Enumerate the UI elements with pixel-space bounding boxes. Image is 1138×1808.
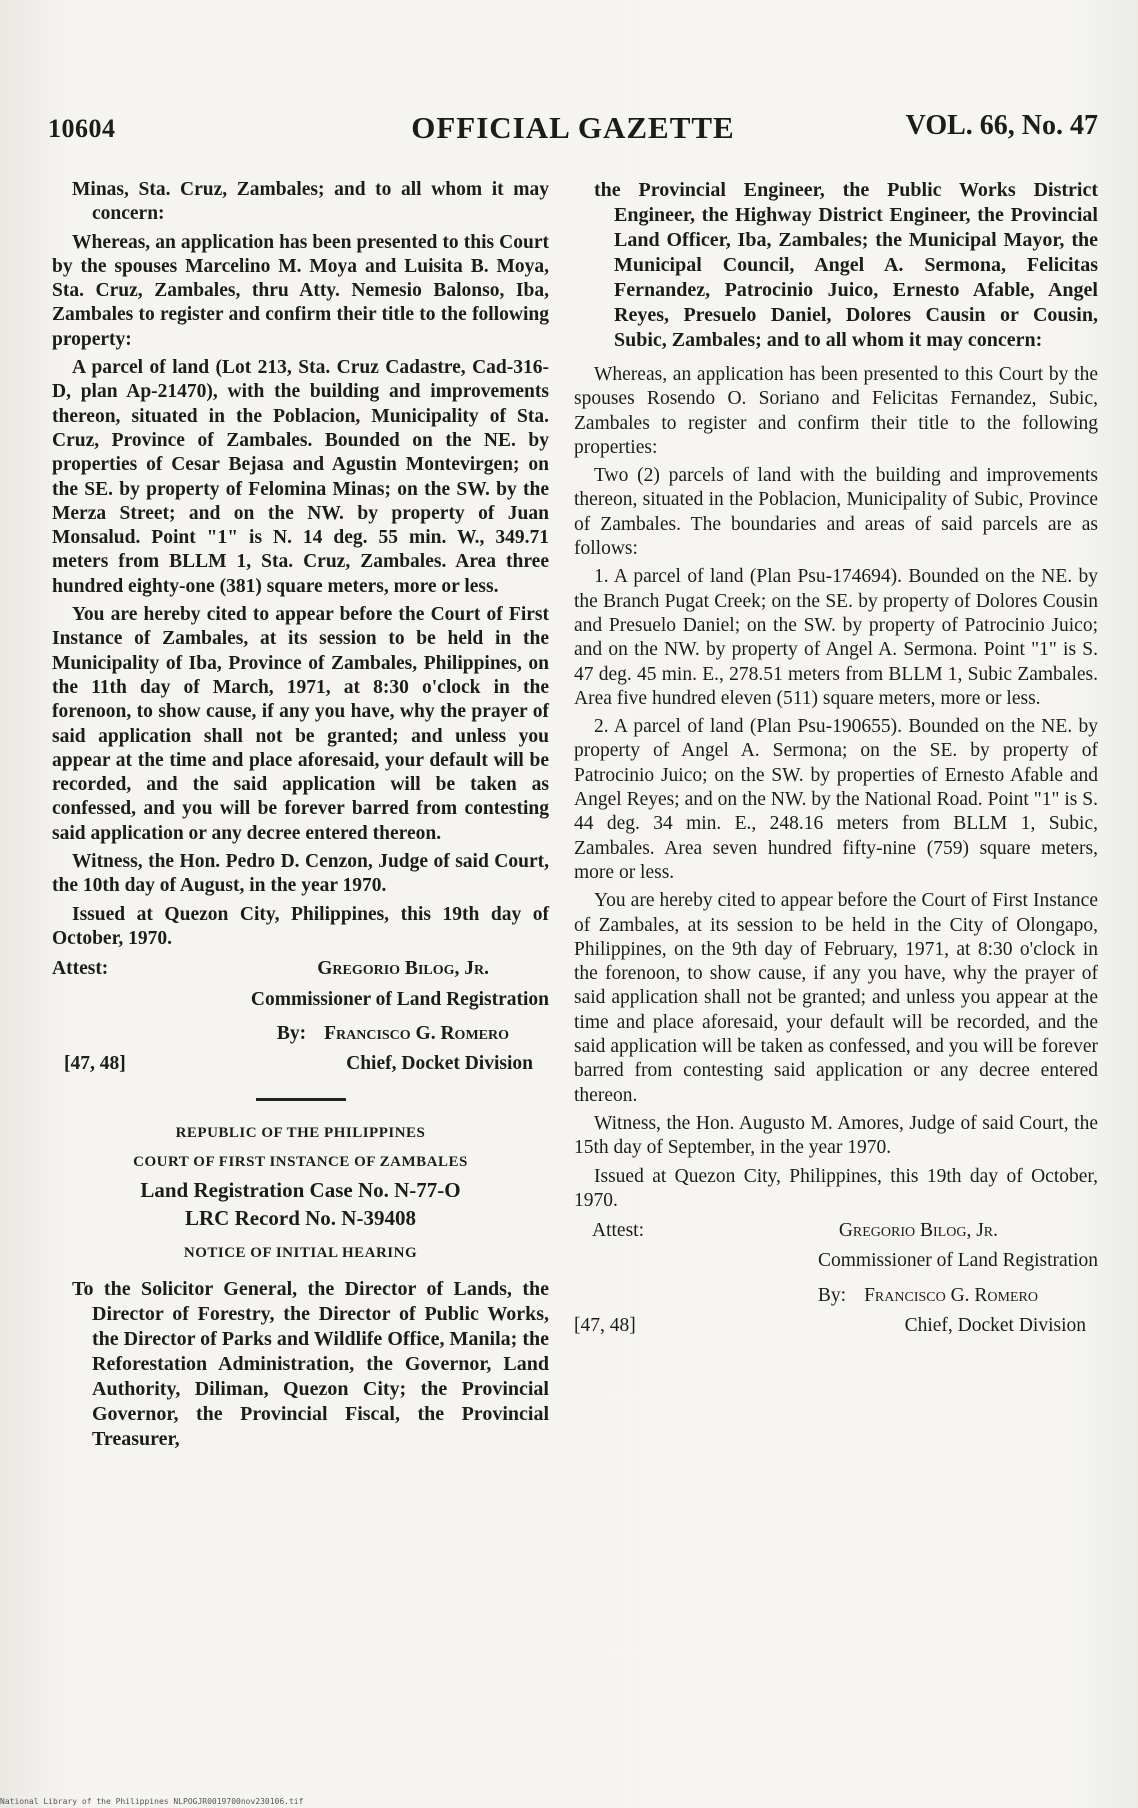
scan-footer: National Library of the Philippines NLPOGJR0019700nov230106.tif (0, 1797, 304, 1806)
chief-name: Francisco G. Romero (864, 1284, 1038, 1306)
parcel-2: 2. A parcel of land (Plan Psu-190655). Bounded on the NE. by property of Angel A. Sermona; on the SE. by property of Patrocinio Juico; on the SW. by properties of Ernesto Afable and Angel Reyes; and on the NW. by the National Road. Point "1" is S. 44 deg. 34 min. E., 248.16 meters from BLLM 1, Subic, Zambales. Area seven hundred fifty-nine (759) square meters, more or less. (574, 716, 1098, 883)
page-header (48, 110, 1098, 160)
publication-title: OFFICIAL GAZETTE (411, 110, 735, 145)
commissioner-title: Commissioner of Land Registration (250, 988, 549, 1010)
signature-block (574, 1219, 1098, 1338)
court-heading: COURT OF FIRST INSTANCE OF ZAMBALES (133, 1153, 468, 1170)
paragraph: Issued at Quezon City, Philippines, this 19th day of October, 1970. (52, 903, 549, 949)
attest-label: Attest: (592, 1220, 644, 1242)
by-label: By: (276, 1022, 307, 1044)
attest-label: Attest: (52, 958, 109, 980)
chief-title: Chief, Docket Division (904, 1314, 1086, 1336)
case-number: Land Registration Case No. N-77-O (140, 1177, 461, 1202)
signature-block (52, 957, 549, 1076)
by-label: By: (817, 1284, 847, 1306)
volume-number: VOL. 66, No. 47 (905, 110, 1098, 141)
lrc-record-number: LRC Record No. N-39408 (185, 1206, 416, 1231)
addressees-continued: the Provincial Engineer, the Public Works District Engineer, the Highway District Engineer, the Provincial Land Officer, Iba, Zambales; the Municipal Mayor, the Municipal Council, Angel A. Sermona, Felicitas Fernandez, Patrocinio Juico, Ernesto Afable, Angel Reyes, Presuelo Daniel, Dolores Causin or Cousin, Subic, Zambales; and to all whom it may concern: (594, 179, 1098, 351)
commissioner-title: Commissioner of Land Registration (817, 1250, 1098, 1272)
paragraph: You are hereby cited to appear before the Court of First Instance of Zambales, at its session to be held in the Municipality of Iba, Province of Zambales, Philippines, on the 11th day of March, 1971, at 8:30 o'clock in the forenoon, to show cause, if any you have, why the prayer of said application shall not be granted; and unless you appear at the time and place aforesaid, your default will be recorded, and the said application will be taken as confessed, and you will be forever barred from contesting said application or any decree entered thereon. (52, 604, 549, 844)
paragraph: Whereas, an application has been presented to this Court by the spouses Marcelino M. Moya and Luisita B. Moya, Sta. Cruz, Zambales, thru Atty. Nemesio Balonso, Iba, Zambales to register and confirm their title to the following property: (52, 231, 549, 350)
paragraph: Two (2) parcels of land with the building and improvements thereon, situated in the Poblacion, Municipality of Subic, Province of Zambales. The boundaries and areas of said parcels are as follows: (574, 465, 1098, 560)
paragraph: Witness, the Hon. Augusto M. Amores, Judge of said Court, the 15th day of September, in the year 1970. (574, 1112, 1098, 1159)
paragraph: Whereas, an application has been presented to this Court by the spouses Rosendo O. Soriano and Felicitas Fernandez, Subic, Zambales to register and confirm their title to the following properties: (574, 364, 1098, 458)
reference-number: [47, 48] (64, 1053, 126, 1075)
commissioner-name: Gregorio Bilog, Jr. (317, 958, 489, 980)
reference-number: [47, 48] (574, 1314, 636, 1336)
left-column (52, 178, 549, 1456)
chief-title: Chief, Docket Division (346, 1053, 533, 1075)
notice-heading: NOTICE OF INITIAL HEARING (183, 1244, 418, 1261)
intro-text: Minas, Sta. Cruz, Zambales; and to all whom it may concern: (72, 179, 549, 225)
parcel-1: 1. A parcel of land (Plan Psu-174694). Bounded on the NE. by the Branch Pugat Creek; on the SE. by property of Dolores Cousin and Presuelo Daniel; on the SW. by property of Patrocinio Juico; and on the NW. by property of Angel A. Sermona. Point "1" is S. 47 deg. 45 min. E., 278.51 meters from BLLM 1, Subic Zambales. Area five hundred eleven (511) square meters, more or less. (574, 566, 1098, 709)
page-number: 10604 (48, 114, 116, 143)
section-divider (256, 1098, 346, 1101)
addressees-text: To the Solicitor General, the Director of Lands, the Director of Forestry, the Director of Public Works, the Director of Parks and Wildlife Office, Manila; the Reforestation Administration, the Governor, Land Authority, Diliman, Quezon City; the Provincial Governor, the Provincial Fiscal, the Provincial Treasurer, (72, 1277, 549, 1450)
paragraph: A parcel of land (Lot 213, Sta. Cruz Cadastre, Cad-316-D, plan Ap-21470), with the building and improvements thereon, situated in the Poblacion, Municipality of Sta. Cruz, Province of Zambales. Bounded on the NE. by properties of Cesar Bejasa and Agustin Montevirgen; on the SE. by property of Felomina Minas; on the SW. by the Merza Street; and on the NW. by property of Juan Monsalud. Point "1" is N. 14 deg. 55 min. W., 349.71 meters from BLLM 1, Sta. Cruz, Zambales. Area three hundred eighty-one (381) square meters, more or less. (52, 357, 549, 597)
paragraph: You are hereby cited to appear before the Court of First Instance of Zambales, at its session to be held in the City of Olongapo, Philippines, on the 9th day of February, 1971, at 8:30 o'clock in the forenoon, to show cause, if any you have, why the prayer of said application shall not be granted; and unless you appear at the time and place aforesaid, your default will be recorded, and the said application will be taken as confessed, and you will be forever barred from contesting said application or any decree entered thereon. (574, 890, 1098, 1106)
paragraph: Witness, the Hon. Pedro D. Cenzon, Judge of said Court, the 10th day of August, in the year 1970. (52, 851, 549, 897)
right-column (574, 178, 1098, 1344)
chief-name: Francisco G. Romero (324, 1022, 509, 1044)
paragraph: Issued at Quezon City, Philippines, this 19th day of October, 1970. (574, 1165, 1098, 1211)
commissioner-name: Gregorio Bilog, Jr. (838, 1220, 998, 1242)
republic-heading: REPUBLIC OF THE PHILIPPINES (175, 1125, 426, 1142)
